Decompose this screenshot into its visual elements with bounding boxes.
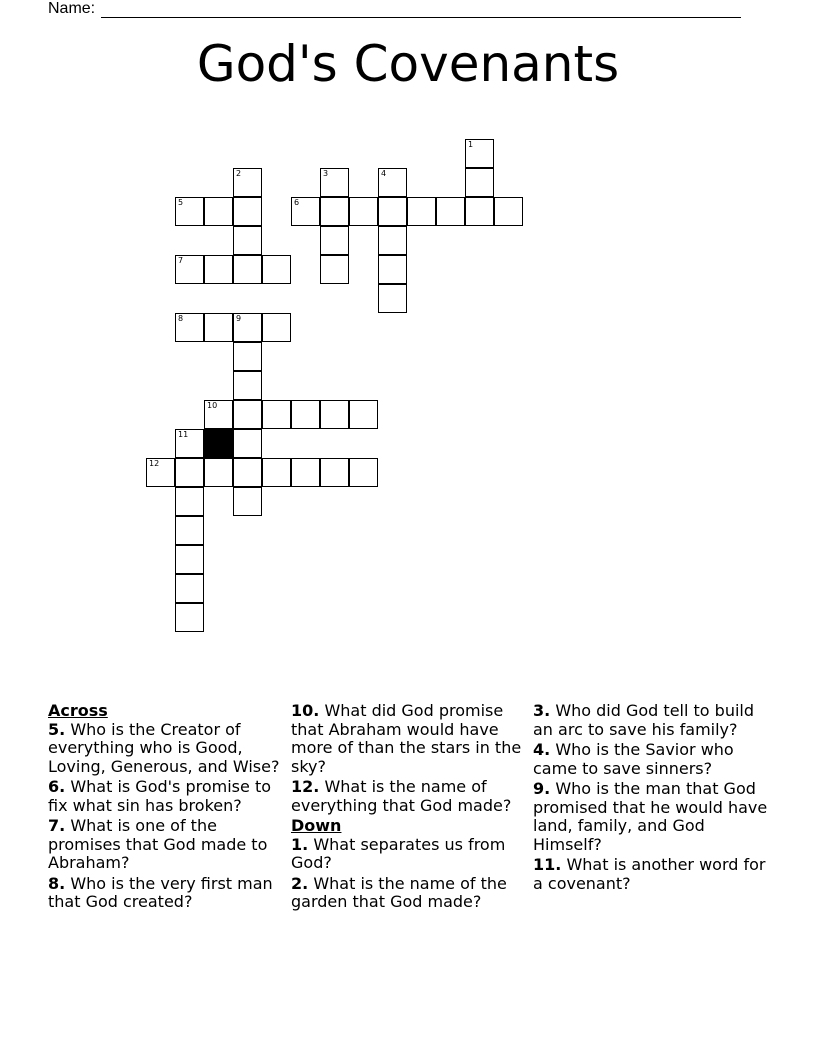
grid-cell[interactable] (233, 313, 262, 342)
grid-cell[interactable] (175, 197, 204, 226)
clue-text: What is one of the promises that God made to Abraham? (48, 816, 268, 872)
cell-number: 3 (323, 169, 329, 178)
clue-number: 7. (48, 816, 66, 835)
grid-cell[interactable] (320, 255, 349, 284)
clue-number: 3. (533, 701, 551, 720)
grid-cell[interactable] (175, 603, 204, 632)
grid-cell[interactable] (320, 458, 349, 487)
grid-cell[interactable] (378, 197, 407, 226)
grid-cell[interactable] (291, 458, 320, 487)
grid-cell[interactable] (233, 458, 262, 487)
clue-column-2 (291, 702, 529, 914)
clue-across-6 (48, 778, 286, 815)
grid-cell[interactable] (465, 168, 494, 197)
grid-cell[interactable] (204, 400, 233, 429)
clue-number: 11. (533, 855, 562, 874)
grid-block-cell (204, 429, 233, 458)
grid-cell[interactable] (175, 458, 204, 487)
clue-text: Who is the Savior who came to save sinners? (533, 740, 734, 778)
cell-number: 5 (178, 198, 184, 207)
grid-cell[interactable] (146, 458, 175, 487)
cell-number: 10 (207, 401, 218, 410)
grid-cell[interactable] (233, 371, 262, 400)
grid-cell[interactable] (233, 429, 262, 458)
grid-cell[interactable] (175, 516, 204, 545)
grid-cell[interactable] (233, 342, 262, 371)
clue-down-1 (291, 836, 529, 873)
grid-cell[interactable] (378, 226, 407, 255)
grid-cell[interactable] (349, 458, 378, 487)
clue-column-1 (48, 702, 286, 914)
clue-across-8 (48, 875, 286, 912)
clue-down-4 (533, 741, 768, 778)
grid-cell[interactable] (320, 168, 349, 197)
clue-across-7 (48, 817, 286, 873)
grid-cell[interactable] (378, 168, 407, 197)
clue-text: What is God's promise to fix what sin has broken? (48, 777, 271, 815)
grid-cell[interactable] (233, 487, 262, 516)
cell-number: 11 (178, 430, 189, 439)
clue-text: What is another word for a covenant? (533, 855, 766, 893)
clue-column-3 (533, 702, 768, 895)
grid-cell[interactable] (349, 400, 378, 429)
cell-number: 7 (178, 256, 184, 265)
grid-cell[interactable] (204, 255, 233, 284)
clue-number: 6. (48, 777, 66, 796)
grid-cell[interactable] (349, 197, 378, 226)
clue-text: What is the name of the garden that God made? (291, 873, 507, 911)
clue-text: Who is the man that God promised that he would have land, family, and God Himself? (533, 779, 768, 854)
grid-cell[interactable] (378, 284, 407, 313)
grid-cell[interactable] (175, 545, 204, 574)
clue-number: 1. (291, 834, 309, 854)
cell-number: 4 (381, 169, 387, 178)
clue-text: Who did God tell to build an arc to save his family? (533, 701, 755, 739)
cell-number: 12 (149, 459, 160, 468)
cell-number: 9 (236, 314, 242, 323)
grid-cell[interactable] (233, 197, 262, 226)
grid-cell[interactable] (262, 400, 291, 429)
grid-cell[interactable] (465, 197, 494, 226)
grid-cell[interactable] (436, 197, 465, 226)
clue-across-12 (291, 778, 529, 815)
clue-down-11 (533, 856, 768, 893)
grid-cell[interactable] (233, 255, 262, 284)
clue-number: 9. (533, 779, 551, 798)
clue-number: 5. (48, 719, 66, 739)
grid-cell[interactable] (320, 197, 349, 226)
grid-cell[interactable] (175, 313, 204, 342)
cell-number: 6 (294, 198, 300, 207)
cell-number: 2 (236, 169, 242, 178)
clue-text: What is the name of everything that God made? (291, 777, 512, 815)
grid-cell[interactable] (262, 313, 291, 342)
clue-number: 12. (291, 777, 320, 796)
cell-number: 8 (178, 314, 184, 323)
clue-number: 4. (533, 740, 551, 759)
grid-cell[interactable] (494, 197, 523, 226)
grid-cell[interactable] (204, 313, 233, 342)
page-title: God's Covenants (196, 35, 620, 93)
clue-down-2 (291, 875, 529, 912)
clue-down-9 (533, 780, 768, 854)
grid-cell[interactable] (175, 429, 204, 458)
name-label: Name: (48, 0, 96, 17)
clue-text: Who is the very first man that God created? (48, 873, 273, 911)
clue-text: What separates us from God? (291, 834, 506, 872)
grid-cell[interactable] (233, 226, 262, 255)
grid-cell[interactable] (175, 255, 204, 284)
grid-cell[interactable] (407, 197, 436, 226)
clue-number: 2. (291, 873, 309, 893)
grid-cell[interactable] (465, 139, 494, 168)
grid-cell[interactable] (233, 168, 262, 197)
clue-number: 8. (48, 873, 66, 893)
cell-number: 1 (468, 140, 474, 149)
grid-cell[interactable] (204, 197, 233, 226)
grid-cell[interactable] (175, 487, 204, 516)
clue-across-5 (48, 721, 286, 777)
grid-cell[interactable] (262, 458, 291, 487)
grid-cell[interactable] (204, 458, 233, 487)
grid-cell[interactable] (291, 400, 320, 429)
grid-cell[interactable] (320, 226, 349, 255)
grid-cell[interactable] (175, 574, 204, 603)
grid-cell[interactable] (262, 255, 291, 284)
grid-cell[interactable] (378, 255, 407, 284)
clue-text: Who is the Creator of everything who is Good, Loving, Generous, and Wise? (48, 719, 280, 776)
clue-across-10 (291, 702, 529, 776)
grid-cell[interactable] (291, 197, 320, 226)
across-heading: Across (48, 701, 108, 720)
grid-cell[interactable] (320, 400, 349, 429)
grid-cell[interactable] (233, 400, 262, 429)
down-heading: Down (291, 816, 342, 835)
clue-number: 10. (291, 701, 320, 720)
clue-down-3 (533, 702, 768, 739)
clue-text: What did God promise that Abraham would have more of than the stars in the sky? (291, 701, 522, 776)
